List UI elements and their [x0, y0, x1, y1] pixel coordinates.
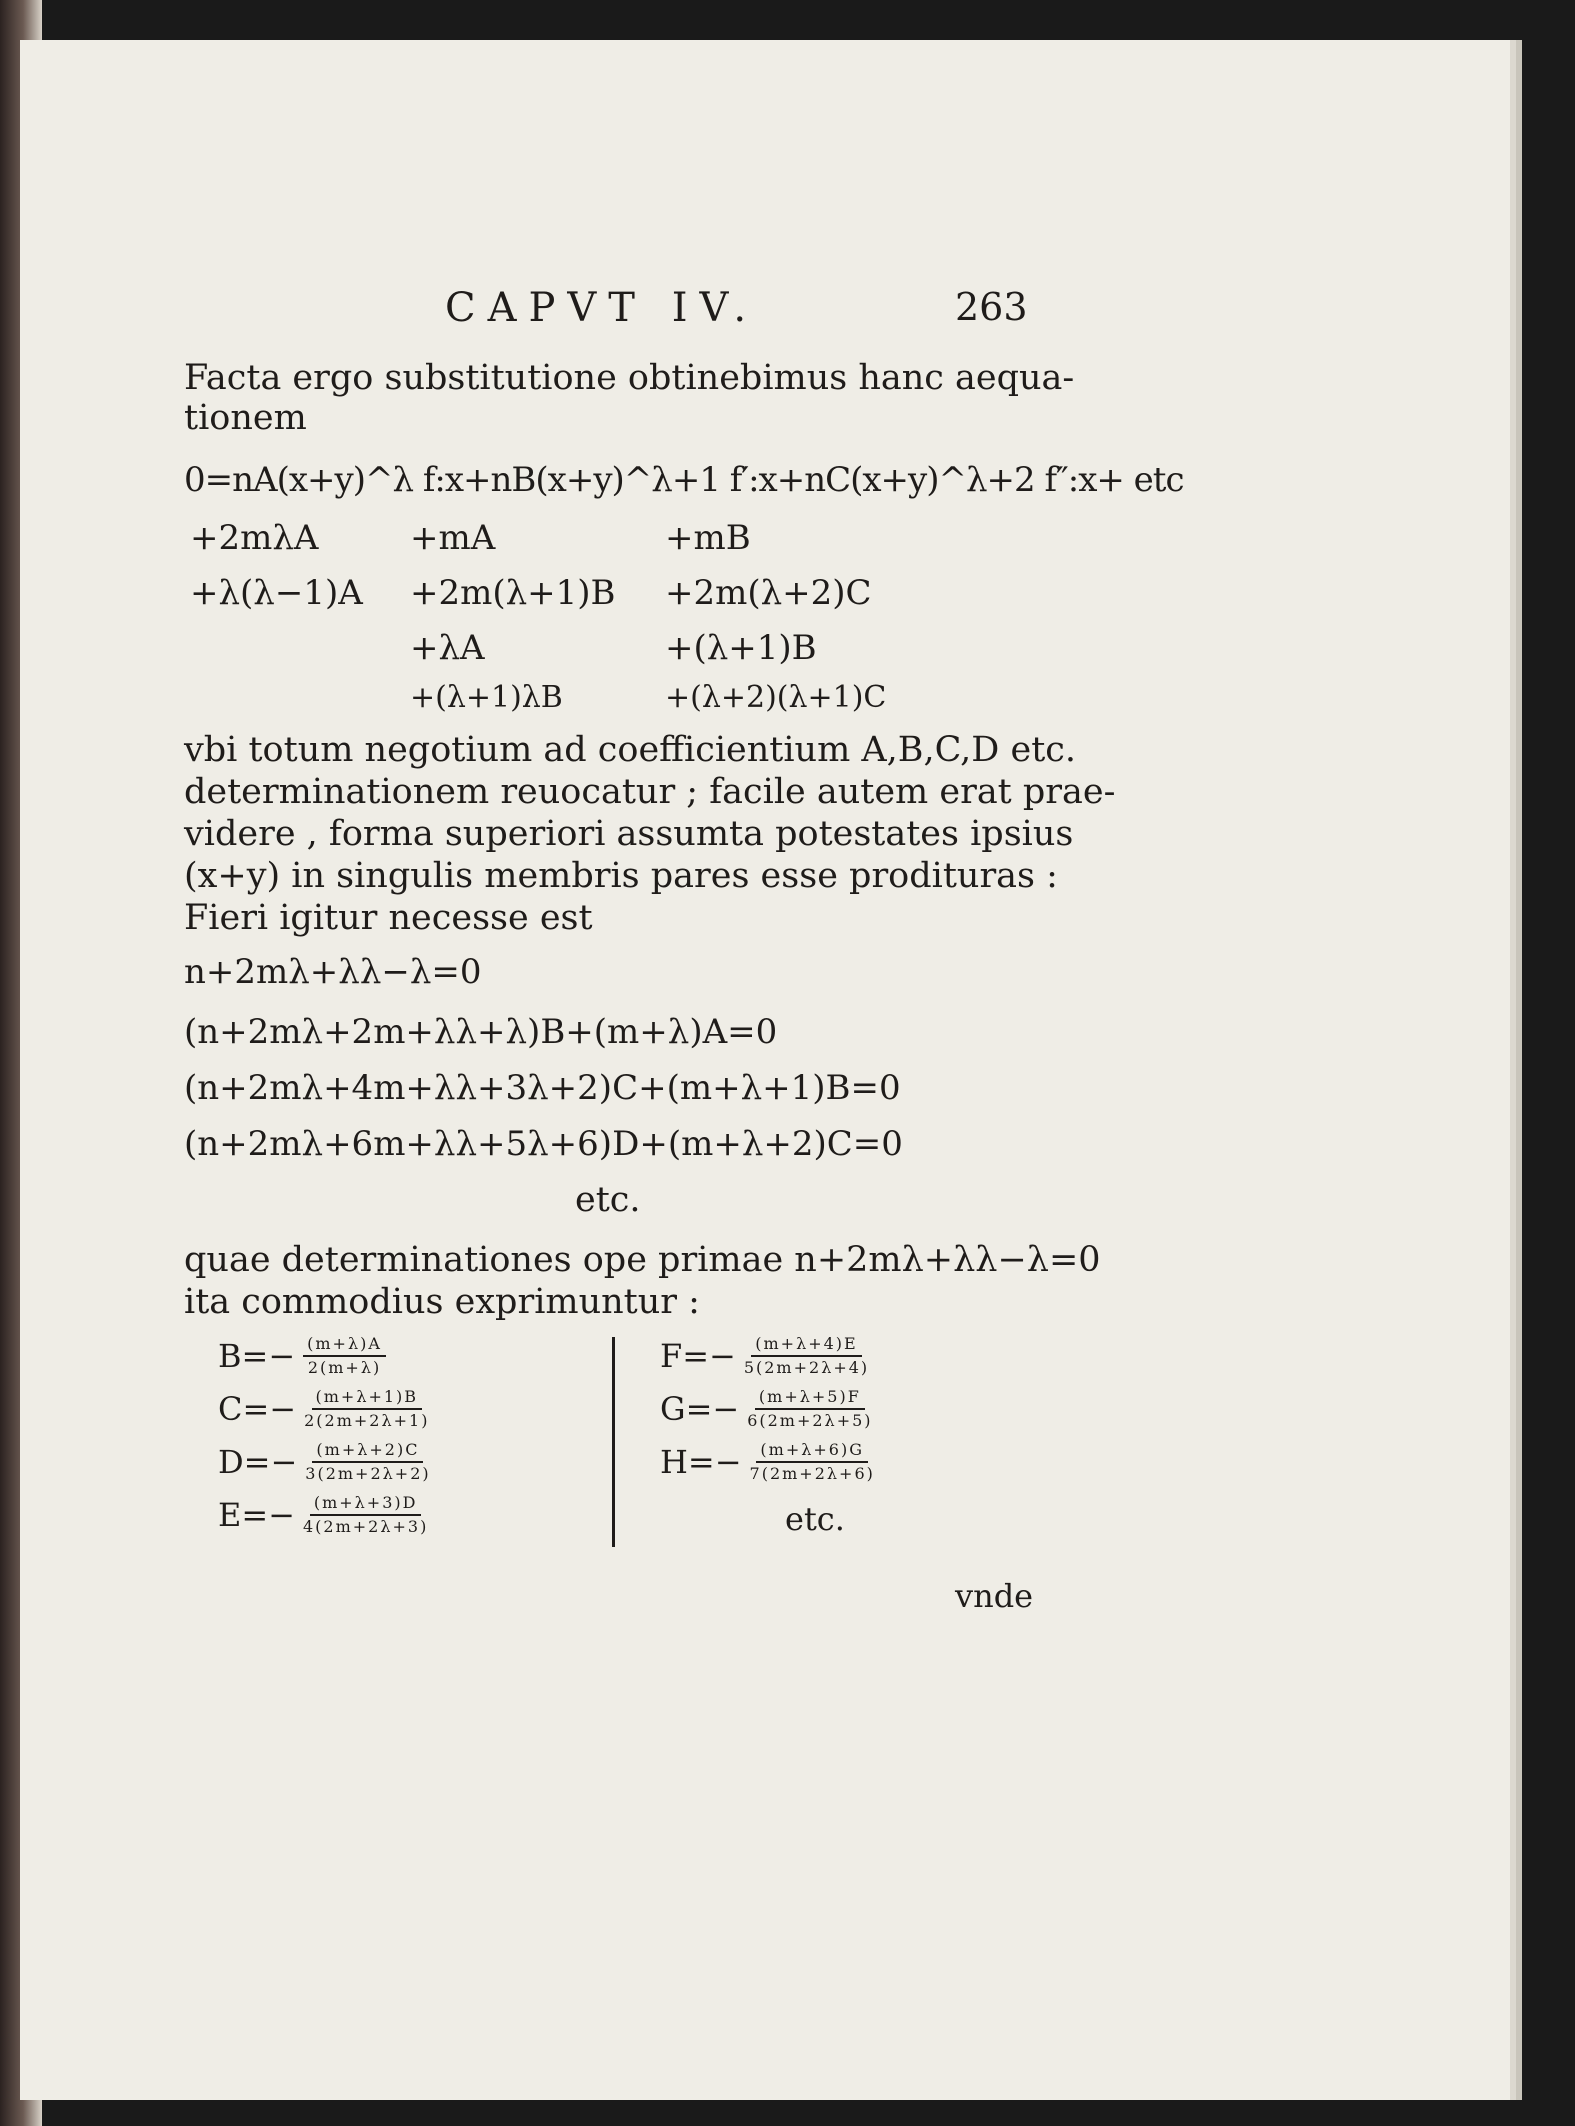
denominator: 5(2m+2λ+4) [743, 1358, 870, 1377]
equation-term: +(λ+1)B [665, 628, 817, 668]
numerator: (m+λ+1)B [312, 1388, 423, 1410]
fraction-lhs: H=− [660, 1443, 742, 1481]
text-line: vbi totum negotium ad coefficientium A,B,C,D etc. [184, 730, 1077, 770]
main-equation: 0=nA(x+y)^λ f:x+nB(x+y)^λ+1 f′:x+nC(x+y)^λ+2 f″:x+ etc [184, 460, 1184, 500]
text-line: determinationem reuocatur ; facile autem erat prae- [184, 772, 1116, 812]
condition-equation: (n+2mλ+2m+λλ+λ)B+(m+λ)A=0 [184, 1012, 778, 1052]
fraction-lhs: D=− [218, 1443, 298, 1481]
fraction [747, 1388, 872, 1430]
fraction [305, 1441, 430, 1483]
denominator: 2(2m+2λ+1) [304, 1411, 430, 1430]
condition-equation: (n+2mλ+4m+λλ+3λ+2)C+(m+λ+1)B=0 [184, 1068, 901, 1108]
numerator: (m+λ+4)E [751, 1335, 861, 1357]
fraction-row [660, 1335, 869, 1377]
text-line: quae determinationes ope primae n+2mλ+λλ−λ=0 [184, 1240, 1101, 1280]
denominator: 6(2m+2λ+5) [747, 1411, 873, 1430]
fraction-lhs: B=− [218, 1337, 296, 1375]
equation-term: +(λ+2)(λ+1)C [665, 680, 887, 715]
fraction [750, 1441, 875, 1483]
equation-term: +2m(λ+2)C [665, 573, 872, 613]
fraction-lhs: G=− [660, 1390, 740, 1428]
equation-term: +mB [665, 518, 751, 558]
equation-term: +λA [410, 628, 485, 668]
fraction-lhs: F=− [660, 1337, 736, 1375]
text-line: videre , forma superiori assumta potestates ipsius [184, 814, 1074, 854]
fraction-row [660, 1388, 873, 1430]
fraction [744, 1335, 869, 1377]
fraction-row [785, 1500, 845, 1538]
equation-term: +2m(λ+1)B [410, 573, 616, 613]
numerator: (m+λ)A [303, 1335, 386, 1357]
equation-term: +λ(λ−1)A [190, 573, 363, 613]
text-line: tionem [184, 398, 307, 438]
numerator: (m+λ+2)C [312, 1441, 423, 1463]
numerator: (m+λ+5)F [755, 1388, 865, 1410]
fraction-row [660, 1441, 875, 1483]
fraction-row [218, 1494, 428, 1536]
condition-equation: (n+2mλ+6m+λλ+5λ+6)D+(m+λ+2)C=0 [184, 1124, 903, 1164]
page-number: 263 [955, 285, 1028, 329]
running-header: CAPVT IV. [445, 285, 759, 331]
fraction [303, 1494, 428, 1536]
etc-label: etc. [575, 1180, 641, 1220]
column-divider [612, 1337, 615, 1547]
equation-term: +mA [410, 518, 496, 558]
equation-term: +(λ+1)λB [410, 680, 563, 715]
numerator: (m+λ+3)D [310, 1494, 422, 1516]
numerator: (m+λ+6)G [756, 1441, 868, 1463]
catchword: vnde [955, 1577, 1034, 1615]
text-line: Facta ergo substitutione obtinebimus hanc aequa- [184, 358, 1075, 398]
fraction-row [218, 1441, 431, 1483]
text-line: Fieri igitur necesse est [184, 898, 593, 938]
fraction [303, 1335, 386, 1377]
text-line: (x+y) in singulis membris pares esse prodituras : [184, 856, 1058, 896]
denominator: 4(2m+2λ+3) [302, 1517, 429, 1536]
fraction-row [218, 1335, 386, 1377]
denominator: 3(2m+2λ+2) [305, 1464, 431, 1483]
fraction-lhs: E=− [218, 1496, 295, 1534]
text-line: ita commodius exprimuntur : [184, 1282, 700, 1322]
fraction-lhs: C=− [218, 1390, 297, 1428]
denominator: 2(m+λ) [307, 1358, 382, 1377]
etc-label: etc. [785, 1500, 845, 1538]
equation-term: +2mλA [190, 518, 319, 558]
fraction [304, 1388, 429, 1430]
denominator: 7(2m+2λ+6) [749, 1464, 875, 1483]
condition-equation: n+2mλ+λλ−λ=0 [184, 952, 482, 992]
fraction-row [218, 1388, 429, 1430]
